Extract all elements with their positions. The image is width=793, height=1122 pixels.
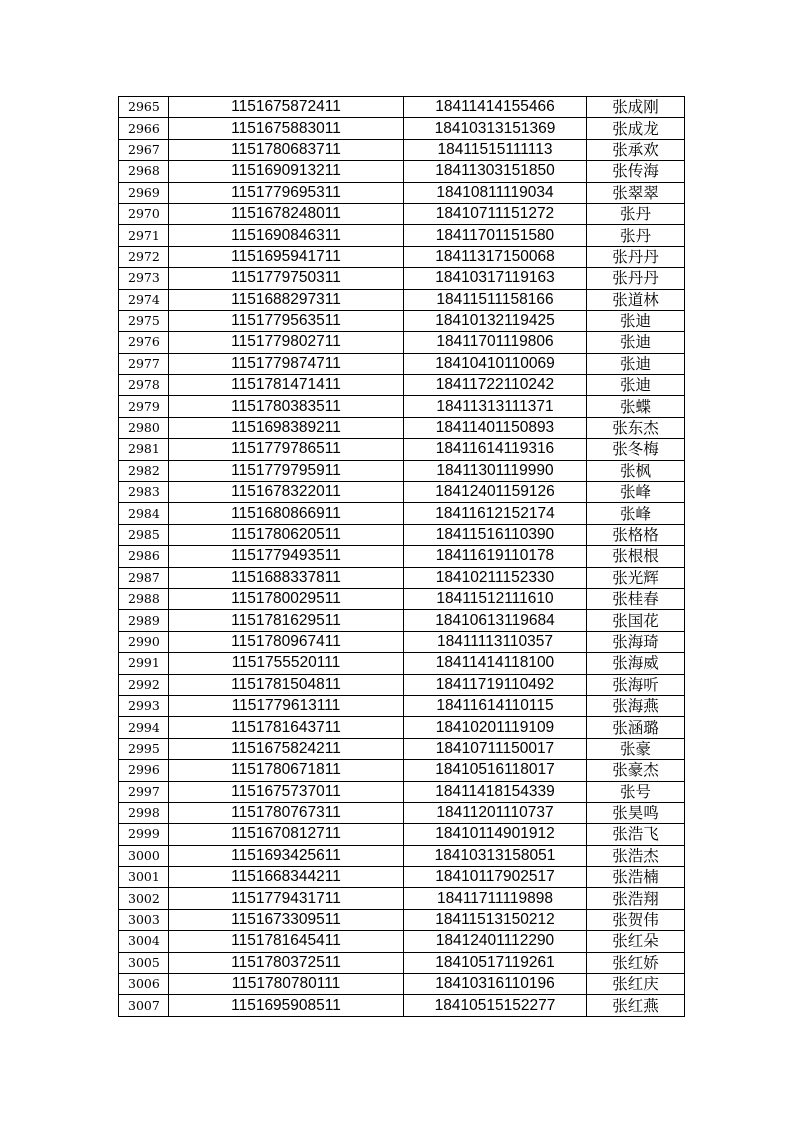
phone-number-cell: 18411701151580 bbox=[404, 225, 587, 246]
table-row bbox=[119, 439, 685, 460]
person-name-cell: 张豪杰 bbox=[587, 760, 685, 781]
table-row bbox=[119, 139, 685, 160]
id-number-cell: 1151780683711 bbox=[169, 139, 404, 160]
row-index-cell: 3005 bbox=[119, 952, 169, 973]
id-number-cell: 1151780767311 bbox=[169, 802, 404, 823]
row-index-cell: 2985 bbox=[119, 524, 169, 545]
phone-number-cell: 18411401150893 bbox=[404, 417, 587, 438]
table-row bbox=[119, 524, 685, 545]
table-row bbox=[119, 246, 685, 267]
person-name-cell: 张翠翠 bbox=[587, 182, 685, 203]
phone-number-cell: 18410132119425 bbox=[404, 310, 587, 331]
row-index-cell: 2992 bbox=[119, 674, 169, 695]
phone-number-cell: 18411301119990 bbox=[404, 460, 587, 481]
id-number-cell: 1151695908511 bbox=[169, 995, 404, 1016]
phone-number-cell: 18410317119163 bbox=[404, 268, 587, 289]
table-row bbox=[119, 97, 685, 118]
row-index-cell: 2970 bbox=[119, 203, 169, 224]
row-index-cell: 2991 bbox=[119, 653, 169, 674]
id-number-cell: 1151781643711 bbox=[169, 717, 404, 738]
phone-number-cell: 18411113110357 bbox=[404, 631, 587, 652]
table-row bbox=[119, 289, 685, 310]
person-name-cell: 张桂春 bbox=[587, 588, 685, 609]
row-index-cell: 2974 bbox=[119, 289, 169, 310]
table-row bbox=[119, 503, 685, 524]
row-index-cell: 3003 bbox=[119, 909, 169, 930]
person-name-cell: 张贺伟 bbox=[587, 909, 685, 930]
phone-number-cell: 18411414118100 bbox=[404, 653, 587, 674]
row-index-cell: 2990 bbox=[119, 631, 169, 652]
row-index-cell: 2994 bbox=[119, 717, 169, 738]
roster-table-body bbox=[119, 97, 685, 1017]
person-name-cell: 张光辉 bbox=[587, 567, 685, 588]
person-name-cell: 张国花 bbox=[587, 610, 685, 631]
table-row bbox=[119, 118, 685, 139]
phone-number-cell: 18410313158051 bbox=[404, 845, 587, 866]
person-name-cell: 张峰 bbox=[587, 482, 685, 503]
phone-number-cell: 18410313151369 bbox=[404, 118, 587, 139]
id-number-cell: 1151781629511 bbox=[169, 610, 404, 631]
person-name-cell: 张丹 bbox=[587, 203, 685, 224]
person-name-cell: 张承欢 bbox=[587, 139, 685, 160]
row-index-cell: 2973 bbox=[119, 268, 169, 289]
table-row bbox=[119, 867, 685, 888]
row-index-cell: 2989 bbox=[119, 610, 169, 631]
phone-number-cell: 18412401112290 bbox=[404, 931, 587, 952]
row-index-cell: 2979 bbox=[119, 396, 169, 417]
table-row bbox=[119, 995, 685, 1016]
row-index-cell: 2986 bbox=[119, 546, 169, 567]
id-number-cell: 1151693425611 bbox=[169, 845, 404, 866]
row-index-cell: 2987 bbox=[119, 567, 169, 588]
id-number-cell: 1151678248011 bbox=[169, 203, 404, 224]
id-number-cell: 1151690846311 bbox=[169, 225, 404, 246]
person-name-cell: 张道林 bbox=[587, 289, 685, 310]
table-row bbox=[119, 974, 685, 995]
person-name-cell: 张成刚 bbox=[587, 97, 685, 118]
person-name-cell: 张成龙 bbox=[587, 118, 685, 139]
table-row bbox=[119, 909, 685, 930]
table-row bbox=[119, 738, 685, 759]
phone-number-cell: 18411511158166 bbox=[404, 289, 587, 310]
phone-number-cell: 18411317150068 bbox=[404, 246, 587, 267]
table-row bbox=[119, 952, 685, 973]
table-row bbox=[119, 845, 685, 866]
id-number-cell: 1151779431711 bbox=[169, 888, 404, 909]
phone-number-cell: 18410114901912 bbox=[404, 824, 587, 845]
table-row bbox=[119, 888, 685, 909]
id-number-cell: 1151688337811 bbox=[169, 567, 404, 588]
phone-number-cell: 18411515111113 bbox=[404, 139, 587, 160]
table-row bbox=[119, 717, 685, 738]
table-row bbox=[119, 161, 685, 182]
row-index-cell: 2998 bbox=[119, 802, 169, 823]
id-number-cell: 1151688297311 bbox=[169, 289, 404, 310]
phone-number-cell: 18411414155466 bbox=[404, 97, 587, 118]
table-row bbox=[119, 460, 685, 481]
table-row bbox=[119, 653, 685, 674]
row-index-cell: 2982 bbox=[119, 460, 169, 481]
phone-number-cell: 18411722110242 bbox=[404, 375, 587, 396]
phone-number-cell: 18411313111371 bbox=[404, 396, 587, 417]
id-number-cell: 1151779493511 bbox=[169, 546, 404, 567]
row-index-cell: 2995 bbox=[119, 738, 169, 759]
phone-number-cell: 18410515152277 bbox=[404, 995, 587, 1016]
row-index-cell: 2983 bbox=[119, 482, 169, 503]
phone-number-cell: 18411719110492 bbox=[404, 674, 587, 695]
row-index-cell: 2996 bbox=[119, 760, 169, 781]
phone-number-cell: 18410811119034 bbox=[404, 182, 587, 203]
row-index-cell: 2984 bbox=[119, 503, 169, 524]
id-number-cell: 1151780967411 bbox=[169, 631, 404, 652]
person-name-cell: 张丹丹 bbox=[587, 246, 685, 267]
table-row bbox=[119, 310, 685, 331]
row-index-cell: 2969 bbox=[119, 182, 169, 203]
table-row bbox=[119, 588, 685, 609]
id-number-cell: 1151780029511 bbox=[169, 588, 404, 609]
id-number-cell: 1151779750311 bbox=[169, 268, 404, 289]
table-row bbox=[119, 375, 685, 396]
table-row bbox=[119, 802, 685, 823]
row-index-cell: 3004 bbox=[119, 931, 169, 952]
row-index-cell: 2968 bbox=[119, 161, 169, 182]
id-number-cell: 1151779795911 bbox=[169, 460, 404, 481]
id-number-cell: 1151675883011 bbox=[169, 118, 404, 139]
id-number-cell: 1151680866911 bbox=[169, 503, 404, 524]
row-index-cell: 2993 bbox=[119, 695, 169, 716]
phone-number-cell: 18411513150212 bbox=[404, 909, 587, 930]
row-index-cell: 2988 bbox=[119, 588, 169, 609]
table-row bbox=[119, 631, 685, 652]
table-row bbox=[119, 203, 685, 224]
person-name-cell: 张峰 bbox=[587, 503, 685, 524]
row-index-cell: 2977 bbox=[119, 353, 169, 374]
table-row bbox=[119, 824, 685, 845]
table-row bbox=[119, 695, 685, 716]
phone-number-cell: 18411619110178 bbox=[404, 546, 587, 567]
person-name-cell: 张红娇 bbox=[587, 952, 685, 973]
person-name-cell: 张涵璐 bbox=[587, 717, 685, 738]
phone-number-cell: 18411612152174 bbox=[404, 503, 587, 524]
table-row bbox=[119, 760, 685, 781]
id-number-cell: 1151779613111 bbox=[169, 695, 404, 716]
person-name-cell: 张蝶 bbox=[587, 396, 685, 417]
table-row bbox=[119, 182, 685, 203]
id-number-cell: 1151779695311 bbox=[169, 182, 404, 203]
id-number-cell: 1151781645411 bbox=[169, 931, 404, 952]
person-name-cell: 张昊鸣 bbox=[587, 802, 685, 823]
row-index-cell: 2976 bbox=[119, 332, 169, 353]
id-number-cell: 1151780780111 bbox=[169, 974, 404, 995]
phone-number-cell: 18410117902517 bbox=[404, 867, 587, 888]
row-index-cell: 2997 bbox=[119, 781, 169, 802]
phone-number-cell: 18411418154339 bbox=[404, 781, 587, 802]
person-name-cell: 张东杰 bbox=[587, 417, 685, 438]
row-index-cell: 2978 bbox=[119, 375, 169, 396]
id-number-cell: 1151690913211 bbox=[169, 161, 404, 182]
phone-number-cell: 18410211152330 bbox=[404, 567, 587, 588]
phone-number-cell: 18410613119684 bbox=[404, 610, 587, 631]
row-index-cell: 2966 bbox=[119, 118, 169, 139]
id-number-cell: 1151779874711 bbox=[169, 353, 404, 374]
phone-number-cell: 18411614119316 bbox=[404, 439, 587, 460]
row-index-cell: 3006 bbox=[119, 974, 169, 995]
person-name-cell: 张格格 bbox=[587, 524, 685, 545]
row-index-cell: 2972 bbox=[119, 246, 169, 267]
person-name-cell: 张浩楠 bbox=[587, 867, 685, 888]
id-number-cell: 1151673309511 bbox=[169, 909, 404, 930]
person-name-cell: 张丹 bbox=[587, 225, 685, 246]
id-number-cell: 1151780372511 bbox=[169, 952, 404, 973]
table-row bbox=[119, 546, 685, 567]
table-row bbox=[119, 567, 685, 588]
id-number-cell: 1151695941711 bbox=[169, 246, 404, 267]
table-row bbox=[119, 610, 685, 631]
person-name-cell: 张冬梅 bbox=[587, 439, 685, 460]
phone-number-cell: 18411711119898 bbox=[404, 888, 587, 909]
id-number-cell: 1151779786511 bbox=[169, 439, 404, 460]
person-name-cell: 张红朵 bbox=[587, 931, 685, 952]
table-row bbox=[119, 332, 685, 353]
person-name-cell: 张海听 bbox=[587, 674, 685, 695]
id-number-cell: 1151675824211 bbox=[169, 738, 404, 759]
person-name-cell: 张传海 bbox=[587, 161, 685, 182]
row-index-cell: 2967 bbox=[119, 139, 169, 160]
phone-number-cell: 18411701119806 bbox=[404, 332, 587, 353]
row-index-cell: 3007 bbox=[119, 995, 169, 1016]
person-name-cell: 张海燕 bbox=[587, 695, 685, 716]
phone-number-cell: 18410316110196 bbox=[404, 974, 587, 995]
row-index-cell: 3000 bbox=[119, 845, 169, 866]
phone-number-cell: 18410410110069 bbox=[404, 353, 587, 374]
phone-number-cell: 18411201110737 bbox=[404, 802, 587, 823]
person-name-cell: 张迪 bbox=[587, 310, 685, 331]
person-name-cell: 张海威 bbox=[587, 653, 685, 674]
id-number-cell: 1151755520111 bbox=[169, 653, 404, 674]
row-index-cell: 3001 bbox=[119, 867, 169, 888]
id-number-cell: 1151779802711 bbox=[169, 332, 404, 353]
table-row bbox=[119, 353, 685, 374]
id-number-cell: 1151668344211 bbox=[169, 867, 404, 888]
phone-number-cell: 18410711150017 bbox=[404, 738, 587, 759]
table-row bbox=[119, 781, 685, 802]
person-name-cell: 张豪 bbox=[587, 738, 685, 759]
table-row bbox=[119, 396, 685, 417]
row-index-cell: 2965 bbox=[119, 97, 169, 118]
person-name-cell: 张海琦 bbox=[587, 631, 685, 652]
phone-number-cell: 18411614110115 bbox=[404, 695, 587, 716]
id-number-cell: 1151678322011 bbox=[169, 482, 404, 503]
id-number-cell: 1151780620511 bbox=[169, 524, 404, 545]
person-name-cell: 张丹丹 bbox=[587, 268, 685, 289]
row-index-cell: 2999 bbox=[119, 824, 169, 845]
id-number-cell: 1151698389211 bbox=[169, 417, 404, 438]
phone-number-cell: 18410711151272 bbox=[404, 203, 587, 224]
person-name-cell: 张迪 bbox=[587, 332, 685, 353]
row-index-cell: 2975 bbox=[119, 310, 169, 331]
row-index-cell: 2980 bbox=[119, 417, 169, 438]
row-index-cell: 2981 bbox=[119, 439, 169, 460]
person-name-cell: 张迪 bbox=[587, 353, 685, 374]
id-number-cell: 1151675737011 bbox=[169, 781, 404, 802]
phone-number-cell: 18410517119261 bbox=[404, 952, 587, 973]
phone-number-cell: 18410201119109 bbox=[404, 717, 587, 738]
person-name-cell: 张浩翔 bbox=[587, 888, 685, 909]
table-row bbox=[119, 674, 685, 695]
phone-number-cell: 18412401159126 bbox=[404, 482, 587, 503]
table-row bbox=[119, 268, 685, 289]
person-name-cell: 张浩杰 bbox=[587, 845, 685, 866]
person-name-cell: 张枫 bbox=[587, 460, 685, 481]
person-name-cell: 张迪 bbox=[587, 375, 685, 396]
row-index-cell: 3002 bbox=[119, 888, 169, 909]
phone-number-cell: 18411303151850 bbox=[404, 161, 587, 182]
person-name-cell: 张红庆 bbox=[587, 974, 685, 995]
phone-number-cell: 18411516110390 bbox=[404, 524, 587, 545]
phone-number-cell: 18411512111610 bbox=[404, 588, 587, 609]
phone-number-cell: 18410516118017 bbox=[404, 760, 587, 781]
table-row bbox=[119, 225, 685, 246]
id-number-cell: 1151780383511 bbox=[169, 396, 404, 417]
person-name-cell: 张根根 bbox=[587, 546, 685, 567]
table-row bbox=[119, 931, 685, 952]
id-number-cell: 1151781504811 bbox=[169, 674, 404, 695]
id-number-cell: 1151670812711 bbox=[169, 824, 404, 845]
person-name-cell: 张浩飞 bbox=[587, 824, 685, 845]
person-name-cell: 张红燕 bbox=[587, 995, 685, 1016]
row-index-cell: 2971 bbox=[119, 225, 169, 246]
table-row bbox=[119, 482, 685, 503]
id-number-cell: 1151780671811 bbox=[169, 760, 404, 781]
roster-table bbox=[118, 96, 685, 1017]
id-number-cell: 1151779563511 bbox=[169, 310, 404, 331]
id-number-cell: 1151781471411 bbox=[169, 375, 404, 396]
person-name-cell: 张号 bbox=[587, 781, 685, 802]
table-row bbox=[119, 417, 685, 438]
id-number-cell: 1151675872411 bbox=[169, 97, 404, 118]
